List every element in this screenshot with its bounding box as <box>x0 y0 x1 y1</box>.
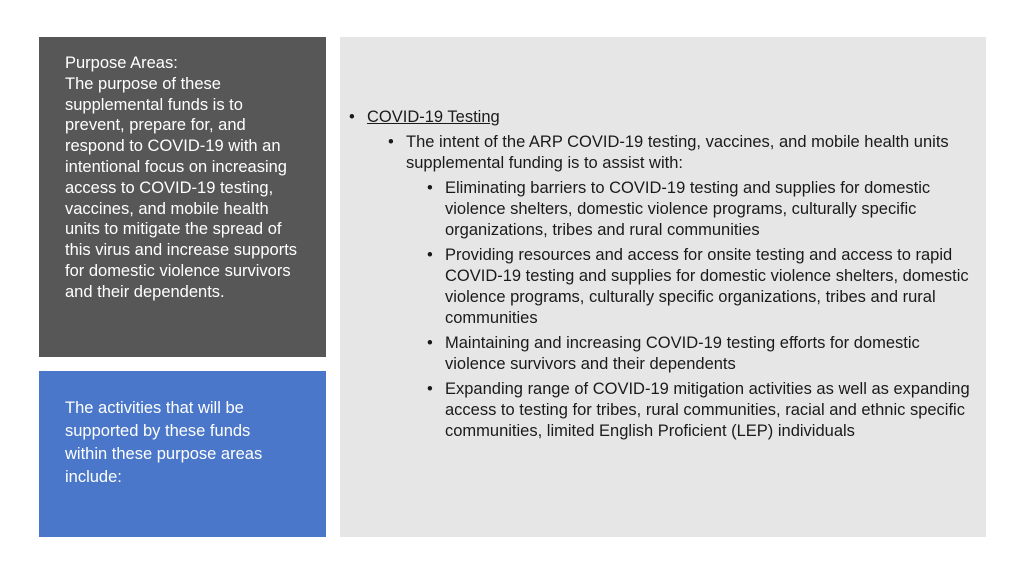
list-item-text: Maintaining and increasing COVID-19 testing efforts for domestic violence survivors and their dependents <box>445 334 920 373</box>
purpose-areas-text: The purpose of these supplemental funds is to prevent, prepare for, and respond to COVID-19 with an intentional focus on increasing access to COVID-19 testing, vaccines, and mobile health units to mitigate the spread of this virus and increase supports for domestic violence survivors and their dependents. <box>65 74 298 301</box>
intent-text: The intent of the ARP COVID-19 testing, vaccines, and mobile health units supplemental funding is to assist with: <box>406 133 949 172</box>
purpose-areas-panel <box>39 37 326 357</box>
intent-item <box>388 132 976 442</box>
bullet-icon: • <box>427 179 433 197</box>
list-item <box>427 379 976 442</box>
topic-list <box>349 107 976 442</box>
bullet-icon: • <box>388 133 394 151</box>
list-item-text: Eliminating barriers to COVID-19 testing and supplies for domestic violence shelters, domestic violence programs, culturally specific organizations, tribes and rural communities <box>445 179 931 239</box>
list-item <box>427 178 976 241</box>
bullet-icon: • <box>427 334 433 352</box>
activity-items-list <box>427 178 976 442</box>
topic-item <box>349 107 976 442</box>
topic-heading: COVID-19 Testing <box>367 108 500 126</box>
purpose-areas-heading: Purpose Areas: <box>65 54 178 72</box>
activities-panel <box>39 371 326 537</box>
bullet-icon: • <box>349 108 355 126</box>
list-item-text: Providing resources and access for onsite testing and access to rapid COVID-19 testing and supplies for domestic violence shelters, domestic violence programs, culturally specific organizations, tribes and rural communities <box>445 246 969 327</box>
activities-text: The activities that will be supported by these funds within these purpose areas include: <box>65 399 263 486</box>
list-item <box>427 333 976 375</box>
list-item <box>427 245 976 329</box>
intent-list <box>388 132 976 442</box>
bullet-icon: • <box>427 246 433 264</box>
list-item-text: Expanding range of COVID-19 mitigation activities as well as expanding access to testing for tribes, rural communities, racial and ethnic specific communities, limited English Proficient (LEP) individuals <box>445 380 970 440</box>
content-panel <box>340 37 986 537</box>
bullet-icon: • <box>427 380 433 398</box>
